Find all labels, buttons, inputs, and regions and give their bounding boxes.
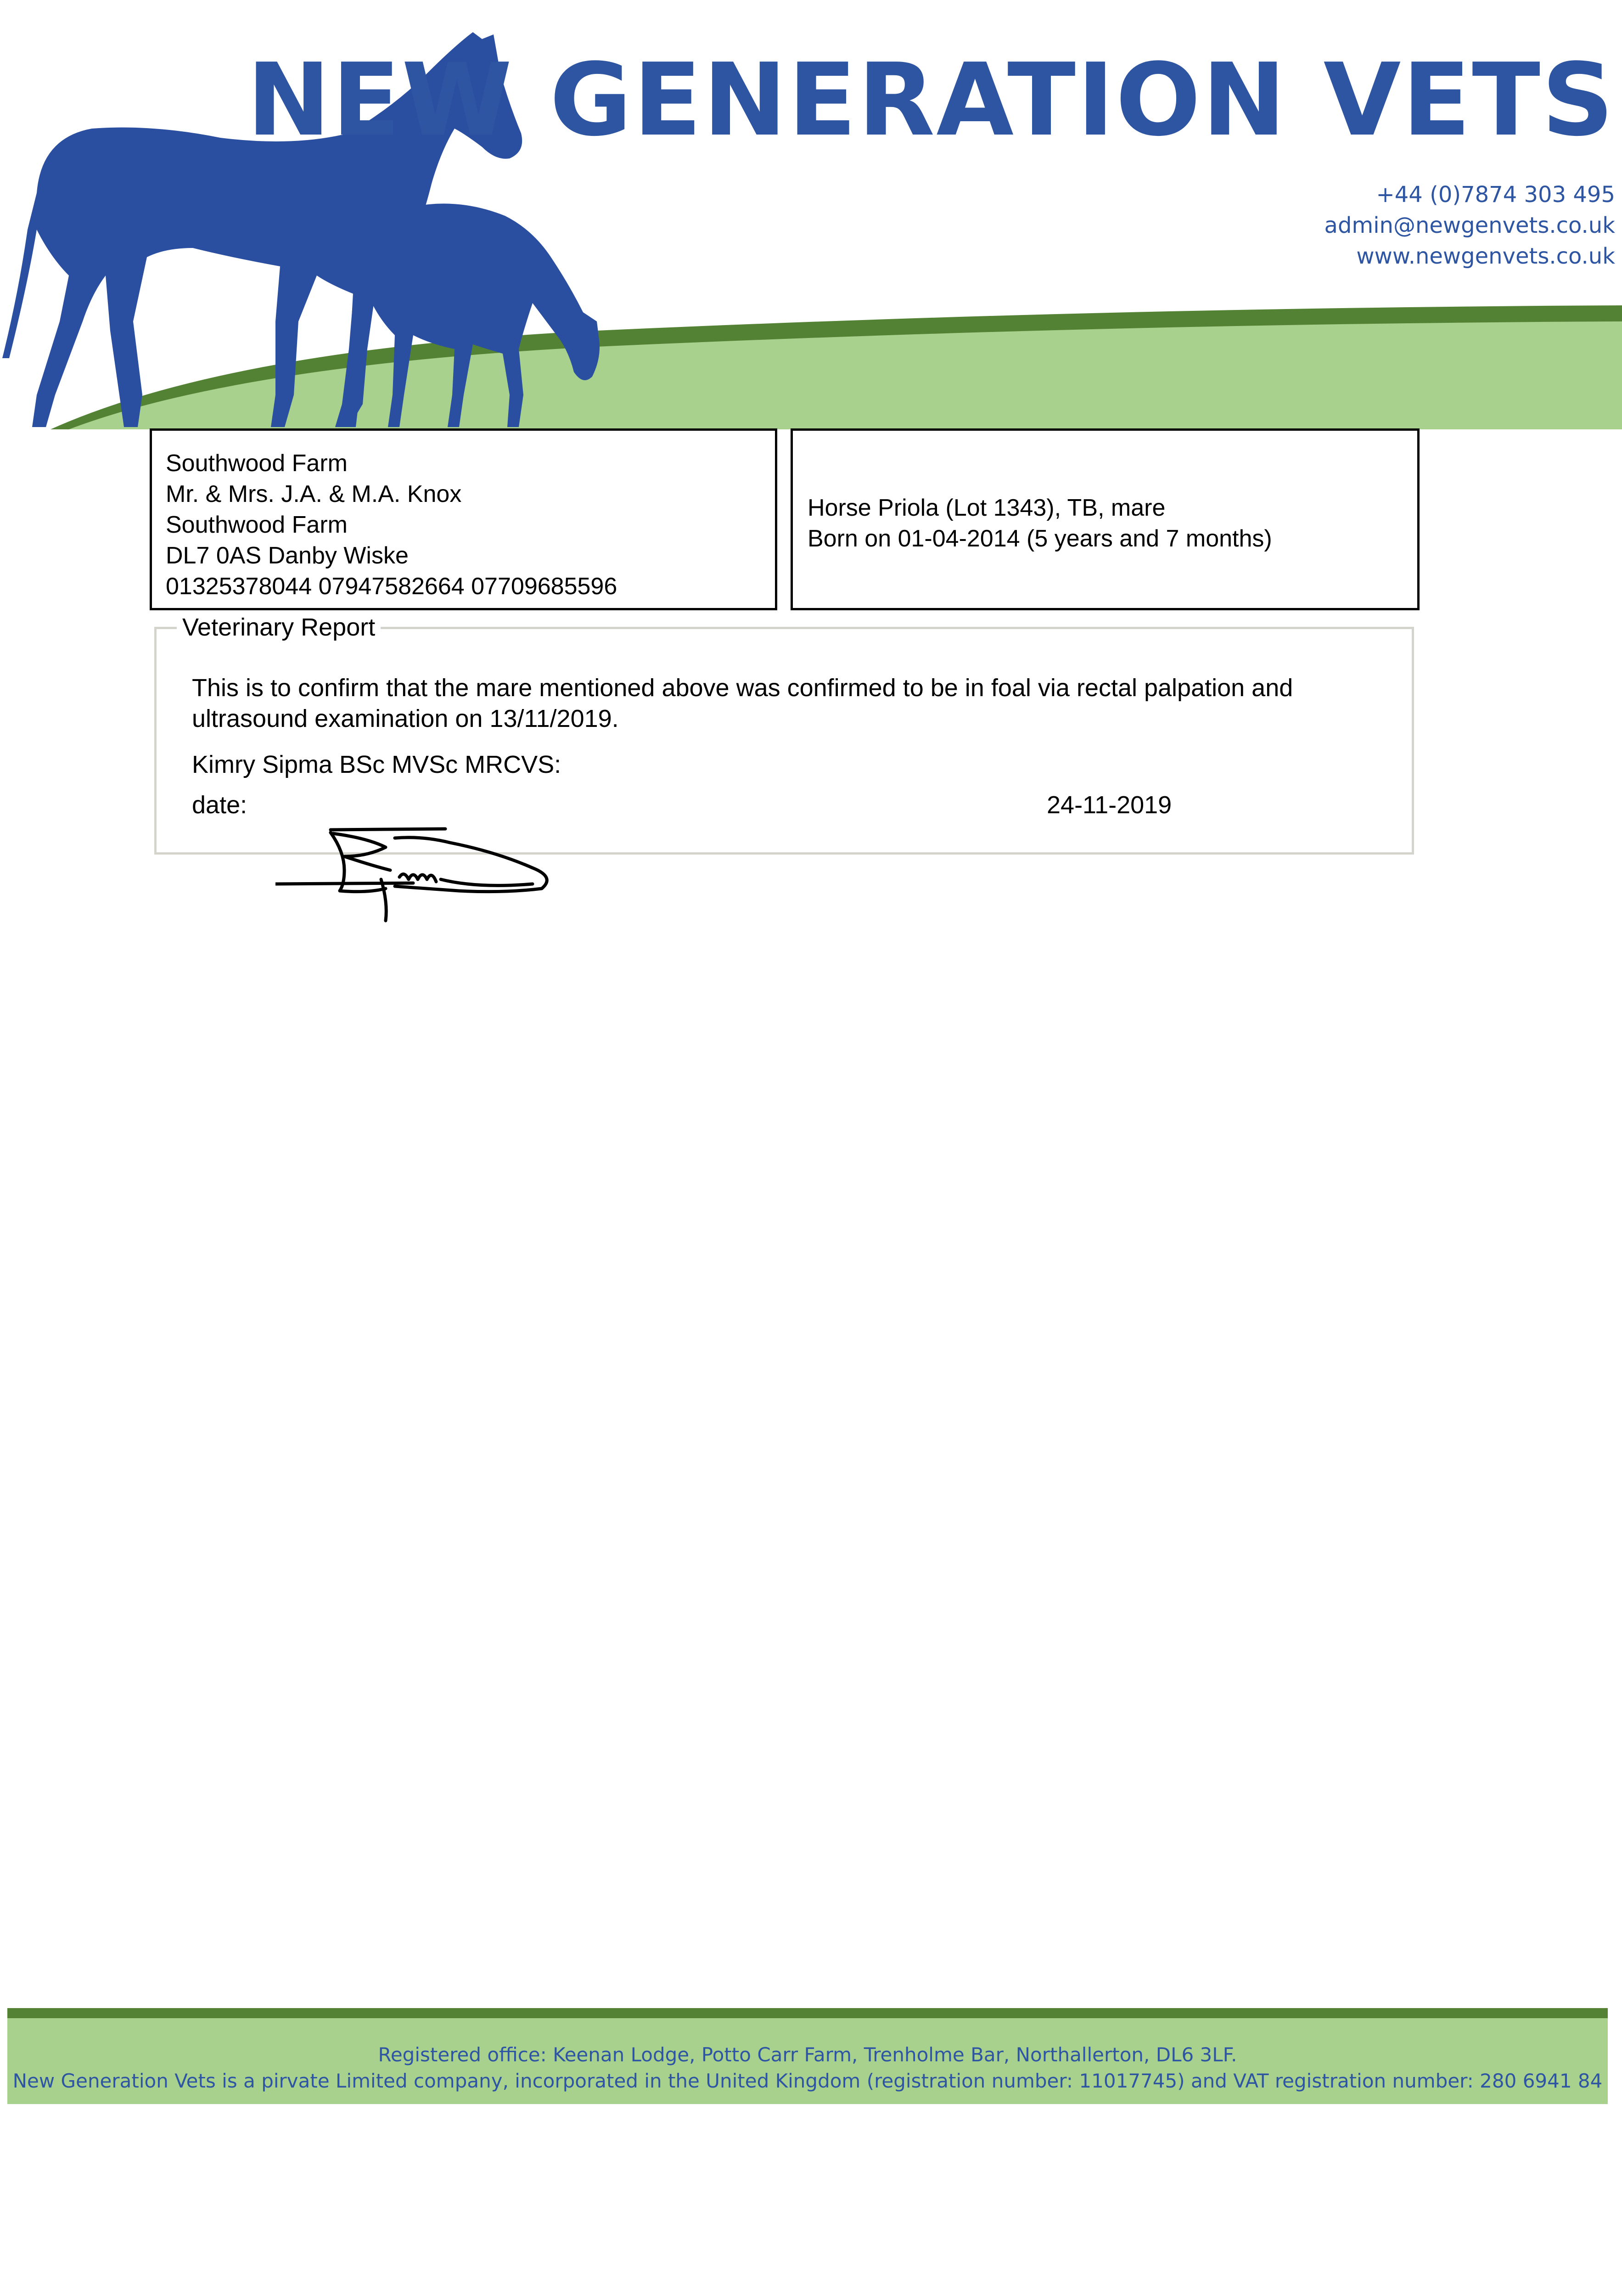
veterinary-report-frame: [154, 627, 1414, 855]
owner-line: Southwood Farm: [166, 512, 348, 538]
vet-name: Kimry Sipma BSc MVSc MRCVS:: [192, 751, 561, 778]
confirmation-text-line: ultrasound examination on 13/11/2019.: [192, 705, 619, 732]
company-email: admin@newgenvets.co.uk: [1324, 213, 1615, 238]
report-legend: Veterinary Report: [177, 612, 381, 642]
footer-registered-office: Registered office: Keenan Lodge, Potto Carr Farm, Trenholme Bar, Northallerton, DL6 3LF.: [378, 2043, 1237, 2066]
date-value: 24-11-2019: [1047, 791, 1172, 819]
handwritten-signature-icon: [275, 824, 565, 923]
horse-line: Horse Priola (Lot 1343), TB, mare: [808, 495, 1166, 521]
horse-line: Born on 01-04-2014 (5 years and 7 months): [808, 525, 1272, 552]
company-name: NEW GENERATION VETS: [247, 42, 1615, 158]
confirmation-text-line: This is to confirm that the mare mentioned above was confirmed to be in foal via rectal palpation and: [192, 674, 1293, 702]
owner-line: Southwood Farm: [166, 450, 348, 477]
footer-company-info: New Generation Vets is a pirvate Limited company, incorporated in the United Kingdom (registration number: 11017745) and VAT registration number: 280 6941 84: [12, 2070, 1603, 2092]
company-phone: +44 (0)7874 303 495: [1376, 182, 1615, 208]
footer-top-bar: [7, 2008, 1608, 2018]
owner-line: Mr. & Mrs. J.A. & M.A. Knox: [166, 481, 462, 507]
company-website: www.newgenvets.co.uk: [1356, 243, 1615, 269]
owner-address-box: [150, 428, 777, 610]
date-label: date:: [192, 791, 247, 819]
owner-line: 01325378044 07947582664 07709685596: [166, 573, 617, 600]
meadow-light-band: [69, 321, 1622, 429]
horse-details-box: [791, 428, 1420, 610]
owner-line: DL7 0AS Danby Wiske: [166, 542, 409, 569]
